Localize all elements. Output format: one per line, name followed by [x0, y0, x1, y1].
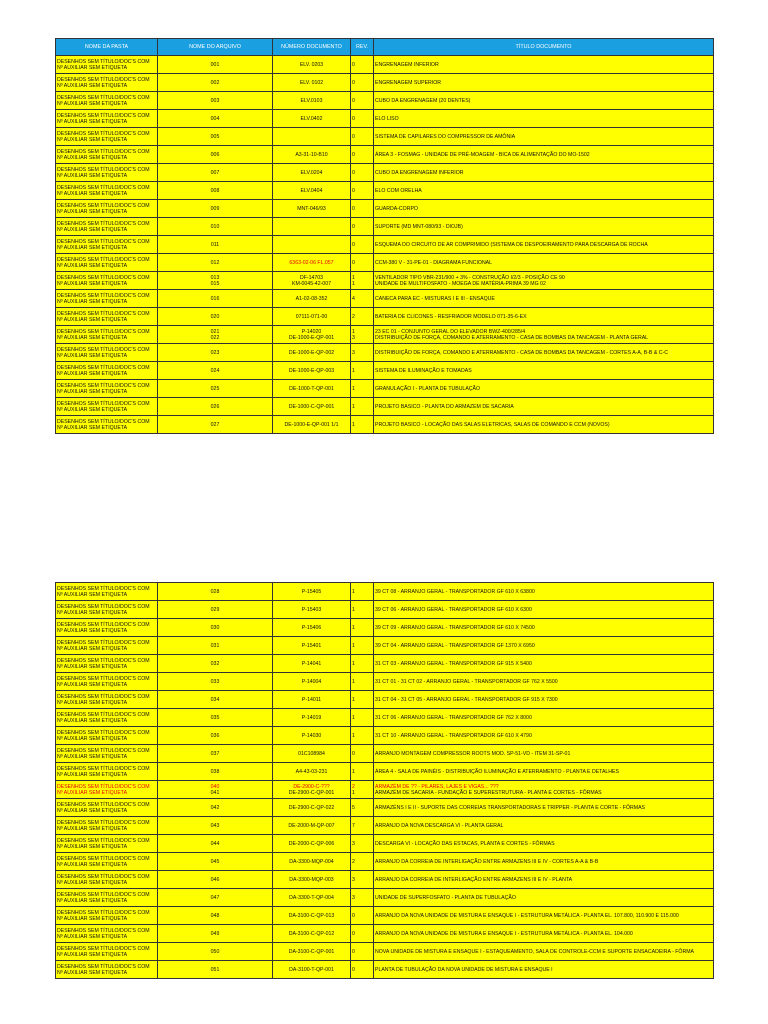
cell-titulo-documento: GUARDA-CORPO: [374, 200, 714, 218]
document-table-top: [55, 38, 714, 434]
cell-titulo-documento: ELO LISO: [374, 110, 714, 128]
table-row: [56, 835, 714, 853]
cell-nome-arquivo: 005: [158, 128, 273, 146]
cell-rev: 1: [351, 637, 374, 655]
cell-rev: 5: [351, 799, 374, 817]
cell-numero-documento: 07111-071-00: [273, 308, 351, 326]
table-row: [56, 56, 714, 74]
cell-nome-arquivo: 024: [158, 362, 273, 380]
cell-rev: 1: [351, 619, 374, 637]
table-row: [56, 344, 714, 362]
cell-nome-pasta: DESENHOS SEM TÍTULO/DOC'S COM Nº AUXILIAR SEM ETIQUETA: [56, 871, 158, 889]
header-nome-arquivo: NOME DO ARQUIVO: [158, 39, 273, 56]
cell-rev: 0: [351, 146, 374, 164]
cell-titulo-documento: 39 CT 04 - ARRANJO GERAL - TRANSPORTADOR GF 1370 X 6950: [374, 637, 714, 655]
table-row: [56, 889, 714, 907]
cell-numero-documento: P-14030: [273, 727, 351, 745]
cell-nome-pasta: DESENHOS SEM TÍTULO/DOC'S COM Nº AUXILIAR SEM ETIQUETA: [56, 727, 158, 745]
cell-rev: 0: [351, 92, 374, 110]
cell-numero-documento: DA-3300-MQP-003: [273, 871, 351, 889]
cell-nome-pasta: DESENHOS SEM TÍTULO/DOC'S COM Nº AUXILIAR SEM ETIQUETA: [56, 218, 158, 236]
cell-nome-arquivo: 013 015: [158, 272, 273, 290]
cell-titulo-documento: UNIDADE DE SUPERFOSFATO - PLANTA DE TUBULAÇÃO: [374, 889, 714, 907]
cell-nome-pasta: DESENHOS SEM TÍTULO/DOC'S COM Nº AUXILIAR SEM ETIQUETA: [56, 254, 158, 272]
cell-numero-documento: P-14041: [273, 655, 351, 673]
cell-rev: 0: [351, 254, 374, 272]
cell-nome-arquivo: 038: [158, 763, 273, 781]
cell-nome-arquivo: 033: [158, 673, 273, 691]
cell-numero-documento: MNT-046/93: [273, 200, 351, 218]
table-row: [56, 272, 714, 290]
cell-rev: 1: [351, 709, 374, 727]
cell-titulo-documento: 31 CT 04 - 31 CT 05 - ARRANJO GERAL - TRANSPORTADOR GF 915 X 7300: [374, 691, 714, 709]
cell-rev: 0: [351, 961, 374, 979]
table-row: [56, 961, 714, 979]
cell-nome-arquivo: 045: [158, 853, 273, 871]
cell-numero-documento: P-15405: [273, 583, 351, 601]
table-row: [56, 254, 714, 272]
cell-nome-pasta: DESENHOS SEM TÍTULO/DOC'S COM Nº AUXILIAR SEM ETIQUETA: [56, 709, 158, 727]
table-row: [56, 799, 714, 817]
cell-nome-pasta: DESENHOS SEM TÍTULO/DOC'S COM Nº AUXILIAR SEM ETIQUETA: [56, 416, 158, 434]
cell-rev: 4: [351, 290, 374, 308]
cell-rev: 0: [351, 200, 374, 218]
cell-rev: 0: [351, 164, 374, 182]
cell-numero-documento: DE-2000-M-QP-007: [273, 817, 351, 835]
cell-titulo-documento: 39 CT 08 - ARRANJO GERAL - TRANSPORTADOR GF 610 X 63800: [374, 583, 714, 601]
cell-nome-pasta: DESENHOS SEM TÍTULO/DOC'S COM Nº AUXILIAR SEM ETIQUETA: [56, 182, 158, 200]
cell-titulo-documento: DISTRIBUIÇÃO DE FORÇA, COMANDO E ATERRAMENTO - CASA DE BOMBAS DA TANCAGEM - CORTES A-A, B-B & C-C: [374, 344, 714, 362]
cell-nome-pasta: DESENHOS SEM TÍTULO/DOC'S COM Nº AUXILIAR SEM ETIQUETA: [56, 619, 158, 637]
table-row: [56, 619, 714, 637]
cell-rev: 0: [351, 56, 374, 74]
cell-titulo-documento: ESQUEMA DO CIRCUITO DE AR COMPRIMIDO (SISTEMA DE DESPOEIRAMENTO PARA DESCARGA DE ROCHA: [374, 236, 714, 254]
cell-titulo-documento: ELO COM ORELHA: [374, 182, 714, 200]
table-row: [56, 727, 714, 745]
cell-numero-documento: 01C108984: [273, 745, 351, 763]
cell-nome-pasta: DESENHOS SEM TÍTULO/DOC'S COM Nº AUXILIAR SEM ETIQUETA: [56, 344, 158, 362]
table-row: [56, 164, 714, 182]
header-titulo-documento: TÍTULO DOCUMENTO: [374, 39, 714, 56]
cell-nome-pasta: DESENHOS SEM TÍTULO/DOC'S COM Nº AUXILIAR SEM ETIQUETA: [56, 200, 158, 218]
cell-nome-pasta: DESENHOS SEM TÍTULO/DOC'S COM Nº AUXILIAR SEM ETIQUETA: [56, 272, 158, 290]
cell-nome-arquivo: 002: [158, 74, 273, 92]
table-row: [56, 691, 714, 709]
table-row: [56, 853, 714, 871]
cell-nome-arquivo: 011: [158, 236, 273, 254]
cell-numero-documento: DE-1000-E-QP-003: [273, 362, 351, 380]
header-nome-pasta: NOME DA PASTA: [56, 39, 158, 56]
cell-numero-documento: ELV.0402: [273, 110, 351, 128]
cell-nome-arquivo: 023: [158, 344, 273, 362]
cell-titulo-documento: ARRANJO DA NOVA DESCARGA VI - PLANTA GERAL: [374, 817, 714, 835]
cell-rev: 1: [351, 673, 374, 691]
cell-titulo-documento: 31 CT 01 - 31 CT 02 - ARRANJO GERAL - TRANSPORTADOR GF 762 X 5500: [374, 673, 714, 691]
cell-numero-documento: DA-3300-MQP-004: [273, 853, 351, 871]
table-row: [56, 871, 714, 889]
cell-nome-pasta: DESENHOS SEM TÍTULO/DOC'S COM Nº AUXILIAR SEM ETIQUETA: [56, 817, 158, 835]
cell-rev: 0: [351, 925, 374, 943]
cell-numero-documento: ELV. 0203: [273, 56, 351, 74]
cell-titulo-documento: VENTILADOR TIPO VBR-231/900 + 3% - CONSTRUÇÃO I/2/3 - POSIÇÃO CE 90 UNIDADE DE MULTIFOSFATO - MOEGA DE MATÉRIA-PRIMA 39 MG 02: [374, 272, 714, 290]
cell-numero-documento: [273, 236, 351, 254]
cell-titulo-documento: CUBO DA ENGRENAGEM INFERIOR: [374, 164, 714, 182]
cell-nome-arquivo: 026: [158, 398, 273, 416]
header-row: [56, 39, 714, 56]
cell-rev: 1: [351, 601, 374, 619]
cell-nome-arquivo: 028: [158, 583, 273, 601]
cell-rev: 1: [351, 655, 374, 673]
cell-nome-arquivo: 050: [158, 943, 273, 961]
table-row: [56, 326, 714, 344]
cell-rev: 0: [351, 745, 374, 763]
table-row: [56, 182, 714, 200]
cell-titulo-documento: ARRANJO DA NOVA UNIDADE DE MISTURA E ENSAQUE I - ESTRUTURA METÁLICA - PLANTA EL. 107.800, 110.900 E 115.000: [374, 907, 714, 925]
cell-numero-documento: DA-3100-T-QP-001: [273, 961, 351, 979]
table-row: [56, 380, 714, 398]
cell-nome-arquivo: 009: [158, 200, 273, 218]
cell-rev: 1 3: [351, 326, 374, 344]
cell-nome-arquivo: 048: [158, 907, 273, 925]
cell-nome-arquivo: 032: [158, 655, 273, 673]
table-row: [56, 92, 714, 110]
cell-nome-pasta: DESENHOS SEM TÍTULO/DOC'S COM Nº AUXILIAR SEM ETIQUETA: [56, 961, 158, 979]
cell-nome-arquivo: 020: [158, 308, 273, 326]
cell-rev: 1: [351, 362, 374, 380]
cell-titulo-documento: SISTEMA DE ILUMINAÇÃO E TOMADAS: [374, 362, 714, 380]
cell-titulo-documento: PROJETO BASICO - LOCAÇÃO DAS SALAS ELETRICAS, SALAS DE COMANDO E CCM (NOVOS): [374, 416, 714, 434]
cell-nome-pasta: DESENHOS SEM TÍTULO/DOC'S COM Nº AUXILIAR SEM ETIQUETA: [56, 92, 158, 110]
table-row: [56, 362, 714, 380]
cell-titulo-documento: ARMAZÉM DE ?? - PILARES, LAJES E VIGAS... ??? ARMAZÉM DE SACARIA - FUNDAÇÃO E SUPERESTRUTURA - PLANTA E CORTES - FÔRMAS: [374, 781, 714, 799]
table-row: [56, 709, 714, 727]
cell-rev: 0: [351, 110, 374, 128]
cell-numero-documento: DA-3100-C-QP-001: [273, 943, 351, 961]
cell-nome-arquivo: 003: [158, 92, 273, 110]
cell-nome-arquivo: 030: [158, 619, 273, 637]
cell-numero-documento: DA-3300-T-QP-004: [273, 889, 351, 907]
cell-numero-documento: DA-3100-C-QP-013: [273, 907, 351, 925]
table-row: [56, 637, 714, 655]
cell-nome-pasta: DESENHOS SEM TÍTULO/DOC'S COM Nº AUXILIAR SEM ETIQUETA: [56, 380, 158, 398]
cell-nome-arquivo: 012: [158, 254, 273, 272]
cell-nome-arquivo: 049: [158, 925, 273, 943]
cell-rev: 3: [351, 344, 374, 362]
cell-nome-arquivo: 010: [158, 218, 273, 236]
cell-nome-pasta: DESENHOS SEM TÍTULO/DOC'S COM Nº AUXILIAR SEM ETIQUETA: [56, 362, 158, 380]
cell-numero-documento: [273, 218, 351, 236]
cell-nome-arquivo: 042: [158, 799, 273, 817]
cell-nome-pasta: DESENHOS SEM TÍTULO/DOC'S COM Nº AUXILIAR SEM ETIQUETA: [56, 110, 158, 128]
cell-numero-documento: P-15401: [273, 637, 351, 655]
cell-nome-arquivo: 035: [158, 709, 273, 727]
table-row: [56, 943, 714, 961]
cell-rev: 0: [351, 128, 374, 146]
table-row: [56, 907, 714, 925]
cell-nome-pasta: DESENHOS SEM TÍTULO/DOC'S COM Nº AUXILIAR SEM ETIQUETA: [56, 601, 158, 619]
table-row: [56, 745, 714, 763]
cell-titulo-documento: DESCARGA VI - LOCAÇÃO DAS ESTACAS, PLANTA E CORTES - FÔRMAS: [374, 835, 714, 853]
cell-rev: 1: [351, 583, 374, 601]
cell-rev: 0: [351, 218, 374, 236]
cell-numero-documento: P-14019: [273, 709, 351, 727]
cell-nome-arquivo: 046: [158, 871, 273, 889]
cell-titulo-documento: PROJETO BASICO - PLANTA DO ARMAZEM DE SACARIA: [374, 398, 714, 416]
cell-numero-documento: DE-2900-C-QP-022: [273, 799, 351, 817]
table-row: [56, 781, 714, 799]
table-row: [56, 200, 714, 218]
cell-numero-documento: DE-2900-C-??? DE-2900-C-QP-001: [273, 781, 351, 799]
cell-rev: 1: [351, 380, 374, 398]
cell-titulo-documento: ÁREA 3 - FOSMAG - UNIDADE DE PRÉ-MOAGEM - BICA DE ALIMENTAÇÃO DO MO-1502: [374, 146, 714, 164]
table-row: [56, 128, 714, 146]
cell-rev: 2 1: [351, 781, 374, 799]
table-row: [56, 74, 714, 92]
cell-numero-documento: [273, 128, 351, 146]
cell-titulo-documento: SUPORTE (MD MNT-080/93 - DIOJB): [374, 218, 714, 236]
cell-nome-pasta: DESENHOS SEM TÍTULO/DOC'S COM Nº AUXILIAR SEM ETIQUETA: [56, 745, 158, 763]
table-row: [56, 925, 714, 943]
cell-nome-arquivo: 008: [158, 182, 273, 200]
header-numero-documento: NÚMERO DOCUMENTO: [273, 39, 351, 56]
cell-nome-pasta: DESENHOS SEM TÍTULO/DOC'S COM Nº AUXILIAR SEM ETIQUETA: [56, 56, 158, 74]
cell-nome-pasta: DESENHOS SEM TÍTULO/DOC'S COM Nº AUXILIAR SEM ETIQUETA: [56, 925, 158, 943]
cell-numero-documento: ELV.0404: [273, 182, 351, 200]
cell-titulo-documento: ÁREA 4 - SALA DE PAINÉIS - DISTRIBUIÇÃO ILUMINAÇÃO E ATERRAMENTO - PLANTA E DETALHES: [374, 763, 714, 781]
cell-nome-pasta: DESENHOS SEM TÍTULO/DOC'S COM Nº AUXILIAR SEM ETIQUETA: [56, 146, 158, 164]
cell-nome-arquivo: 016: [158, 290, 273, 308]
cell-nome-arquivo: 034: [158, 691, 273, 709]
cell-nome-arquivo: 004: [158, 110, 273, 128]
cell-numero-documento: ELV.0204: [273, 164, 351, 182]
cell-numero-documento: ELV. 0102: [273, 74, 351, 92]
cell-titulo-documento: ENGRENAGEM SUPERIOR: [374, 74, 714, 92]
cell-numero-documento: A3-31-10-B10: [273, 146, 351, 164]
cell-rev: 3: [351, 835, 374, 853]
cell-numero-documento: 6363-02-06 FL.057: [273, 254, 351, 272]
cell-rev: 7: [351, 817, 374, 835]
cell-titulo-documento: 39 CT 09 - ARRANJO GERAL - TRANSPORTADOR GF 610 X 74500: [374, 619, 714, 637]
table-row: [56, 817, 714, 835]
cell-nome-arquivo: 037: [158, 745, 273, 763]
cell-numero-documento: ELV.0103: [273, 92, 351, 110]
cell-titulo-documento: NOVA UNIDADE DE MISTURA E ENSAQUE I - ESTAQUEAMENTO, SALA DE CONTROLE-CCM E SUPORTE ENSACADEIRA - FÔRMA: [374, 943, 714, 961]
cell-nome-arquivo: 043: [158, 817, 273, 835]
cell-titulo-documento: CUBO DA ENGRENAGEM (20 DENTES): [374, 92, 714, 110]
cell-nome-pasta: DESENHOS SEM TÍTULO/DOC'S COM Nº AUXILIAR SEM ETIQUETA: [56, 637, 158, 655]
cell-nome-pasta: DESENHOS SEM TÍTULO/DOC'S COM Nº AUXILIAR SEM ETIQUETA: [56, 799, 158, 817]
cell-rev: 1: [351, 727, 374, 745]
table-row: [56, 655, 714, 673]
table-row: [56, 763, 714, 781]
cell-nome-pasta: DESENHOS SEM TÍTULO/DOC'S COM Nº AUXILIAR SEM ETIQUETA: [56, 164, 158, 182]
cell-rev: 0: [351, 943, 374, 961]
cell-nome-arquivo: 044: [158, 835, 273, 853]
cell-numero-documento: P-14004: [273, 673, 351, 691]
table-row: [56, 146, 714, 164]
cell-numero-documento: DE-1000-C-QP-001: [273, 398, 351, 416]
cell-numero-documento: DE-1000-T-QP-001: [273, 380, 351, 398]
table-row: [56, 236, 714, 254]
cell-titulo-documento: 23 EC 01 - CONJUNTO GERAL DO ELEVADOR BWZ-400/285/4 DISTRIBUIÇÃO DE FORÇA, COMANDO E ATERRAMENTO - CASA DE BOMBAS DA TANCAGEM - PLANTA GERAL: [374, 326, 714, 344]
cell-rev: 2: [351, 308, 374, 326]
table-row: [56, 601, 714, 619]
cell-titulo-documento: ENGRENAGEM INFERIOR: [374, 56, 714, 74]
cell-titulo-documento: CANECA PARA EC - MISTURAS I E III - ENSAQUE: [374, 290, 714, 308]
cell-numero-documento: P-15406: [273, 619, 351, 637]
cell-nome-arquivo: 007: [158, 164, 273, 182]
cell-nome-pasta: DESENHOS SEM TÍTULO/DOC'S COM Nº AUXILIAR SEM ETIQUETA: [56, 398, 158, 416]
table-row: [56, 290, 714, 308]
cell-nome-arquivo: 001: [158, 56, 273, 74]
cell-titulo-documento: PLANTA DE TUBULAÇÃO DA NOVA UNIDADE DE MISTURA E ENSAQUE I: [374, 961, 714, 979]
cell-nome-arquivo: 025: [158, 380, 273, 398]
cell-nome-arquivo: 040 041: [158, 781, 273, 799]
cell-nome-pasta: DESENHOS SEM TÍTULO/DOC'S COM Nº AUXILIAR SEM ETIQUETA: [56, 835, 158, 853]
cell-nome-pasta: DESENHOS SEM TÍTULO/DOC'S COM Nº AUXILIAR SEM ETIQUETA: [56, 673, 158, 691]
cell-nome-arquivo: 051: [158, 961, 273, 979]
cell-nome-arquivo: 036: [158, 727, 273, 745]
cell-numero-documento: A4-43-03-231: [273, 763, 351, 781]
cell-rev: 1: [351, 763, 374, 781]
table-row: [56, 583, 714, 601]
cell-titulo-documento: ARRANJO MONTAGEM COMPRESSOR ROOTS MOD. SP-51-VD - ITEM 31-SP-01: [374, 745, 714, 763]
cell-nome-arquivo: 021 022: [158, 326, 273, 344]
cell-titulo-documento: CCM-380 V - 31-PE-01 - DIAGRAMA FUNCIONAL: [374, 254, 714, 272]
cell-titulo-documento: 31 CT 10 - ARRANJO GERAL - TRANSPORTADOR GF 610 X 4790: [374, 727, 714, 745]
cell-nome-pasta: DESENHOS SEM TÍTULO/DOC'S COM Nº AUXILIAR SEM ETIQUETA: [56, 290, 158, 308]
cell-nome-arquivo: 047: [158, 889, 273, 907]
cell-numero-documento: P-15403: [273, 601, 351, 619]
cell-numero-documento: P-14011: [273, 691, 351, 709]
cell-nome-pasta: DESENHOS SEM TÍTULO/DOC'S COM Nº AUXILIAR SEM ETIQUETA: [56, 691, 158, 709]
cell-nome-pasta: DESENHOS SEM TÍTULO/DOC'S COM Nº AUXILIAR SEM ETIQUETA: [56, 655, 158, 673]
cell-titulo-documento: ARMAZÉNS I E II - SUPORTE DAS CORREIAS TRANSPORTADORAS E TRIPPER - PLANTA E CORTE - FÔRMAS: [374, 799, 714, 817]
cell-nome-arquivo: 027: [158, 416, 273, 434]
cell-nome-pasta: DESENHOS SEM TÍTULO/DOC'S COM Nº AUXILIAR SEM ETIQUETA: [56, 74, 158, 92]
cell-rev: 1: [351, 691, 374, 709]
table-row: [56, 673, 714, 691]
cell-titulo-documento: ARRANJO DA CORREIA DE INTERLIGAÇÃO ENTRE ARMAZENS III E IV - CORTES A-A & B-B: [374, 853, 714, 871]
cell-nome-pasta: DESENHOS SEM TÍTULO/DOC'S COM Nº AUXILIAR SEM ETIQUETA: [56, 326, 158, 344]
cell-rev: 1: [351, 416, 374, 434]
cell-titulo-documento: ARRANJO DA NOVA UNIDADE DE MISTURA E ENSAQUE I - ESTRUTURA METÁLICA - PLANTA EL. 104.000: [374, 925, 714, 943]
cell-nome-arquivo: 029: [158, 601, 273, 619]
cell-titulo-documento: 31 CT 06 - ARRANJO GERAL - TRANSPORTADOR GF 762 X 8000: [374, 709, 714, 727]
cell-numero-documento: P-14020 DE-1000-E-QP-001: [273, 326, 351, 344]
cell-rev: 2: [351, 853, 374, 871]
cell-nome-pasta: DESENHOS SEM TÍTULO/DOC'S COM Nº AUXILIAR SEM ETIQUETA: [56, 763, 158, 781]
cell-numero-documento: DE-1000-E-QP-001 1/1: [273, 416, 351, 434]
cell-numero-documento: DE-2000-C-QP-006: [273, 835, 351, 853]
table-row: [56, 398, 714, 416]
cell-titulo-documento: SISTEMA DE CAPILARES DO COMPRESSOR DE AMÔNIA: [374, 128, 714, 146]
cell-nome-pasta: DESENHOS SEM TÍTULO/DOC'S COM Nº AUXILIAR SEM ETIQUETA: [56, 907, 158, 925]
cell-titulo-documento: ARRANJO DA CORREIA DE INTERLIGAÇÃO ENTRE ARMAZENS III E IV - PLANTA: [374, 871, 714, 889]
cell-numero-documento: DE-1000-E-QP-002: [273, 344, 351, 362]
cell-titulo-documento: BATERIA DE CLICONES - RESFRIADOR MODELO 071-35-6-EX: [374, 308, 714, 326]
cell-nome-pasta: DESENHOS SEM TÍTULO/DOC'S COM Nº AUXILIAR SEM ETIQUETA: [56, 236, 158, 254]
cell-rev: 0: [351, 182, 374, 200]
cell-nome-arquivo: 031: [158, 637, 273, 655]
cell-nome-pasta: DESENHOS SEM TÍTULO/DOC'S COM Nº AUXILIAR SEM ETIQUETA: [56, 853, 158, 871]
header-rev: REV.: [351, 39, 374, 56]
cell-titulo-documento: 31 CT 03 - ARRANJO GERAL - TRANSPORTADOR GF 915 X 5400: [374, 655, 714, 673]
document-table-bottom: [55, 582, 714, 979]
cell-rev: 0: [351, 907, 374, 925]
table-row: [56, 308, 714, 326]
cell-rev: 3: [351, 889, 374, 907]
cell-nome-pasta: DESENHOS SEM TÍTULO/DOC'S COM Nº AUXILIAR SEM ETIQUETA: [56, 128, 158, 146]
table-row: [56, 218, 714, 236]
cell-nome-pasta: DESENHOS SEM TÍTULO/DOC'S COM Nº AUXILIAR SEM ETIQUETA: [56, 583, 158, 601]
cell-nome-pasta: DESENHOS SEM TÍTULO/DOC'S COM Nº AUXILIAR SEM ETIQUETA: [56, 781, 158, 799]
cell-rev: 1 1: [351, 272, 374, 290]
cell-nome-arquivo: 006: [158, 146, 273, 164]
cell-titulo-documento: 39 CT 06 - ARRANJO GERAL - TRANSPORTADOR GF 610 X 6300: [374, 601, 714, 619]
cell-numero-documento: DA-3100-C-QP-012: [273, 925, 351, 943]
cell-rev: 0: [351, 236, 374, 254]
cell-nome-pasta: DESENHOS SEM TÍTULO/DOC'S COM Nº AUXILIAR SEM ETIQUETA: [56, 889, 158, 907]
cell-rev: 3: [351, 871, 374, 889]
cell-numero-documento: A1-02-08-352: [273, 290, 351, 308]
cell-titulo-documento: GRANULAÇÃO I - PLANTA DE TUBULAÇÃO: [374, 380, 714, 398]
cell-rev: 0: [351, 74, 374, 92]
cell-nome-pasta: DESENHOS SEM TÍTULO/DOC'S COM Nº AUXILIAR SEM ETIQUETA: [56, 943, 158, 961]
cell-nome-pasta: DESENHOS SEM TÍTULO/DOC'S COM Nº AUXILIAR SEM ETIQUETA: [56, 308, 158, 326]
cell-rev: 1: [351, 398, 374, 416]
cell-numero-documento: DF-14703 KM-0045-42-007: [273, 272, 351, 290]
table-row: [56, 416, 714, 434]
table-row: [56, 110, 714, 128]
